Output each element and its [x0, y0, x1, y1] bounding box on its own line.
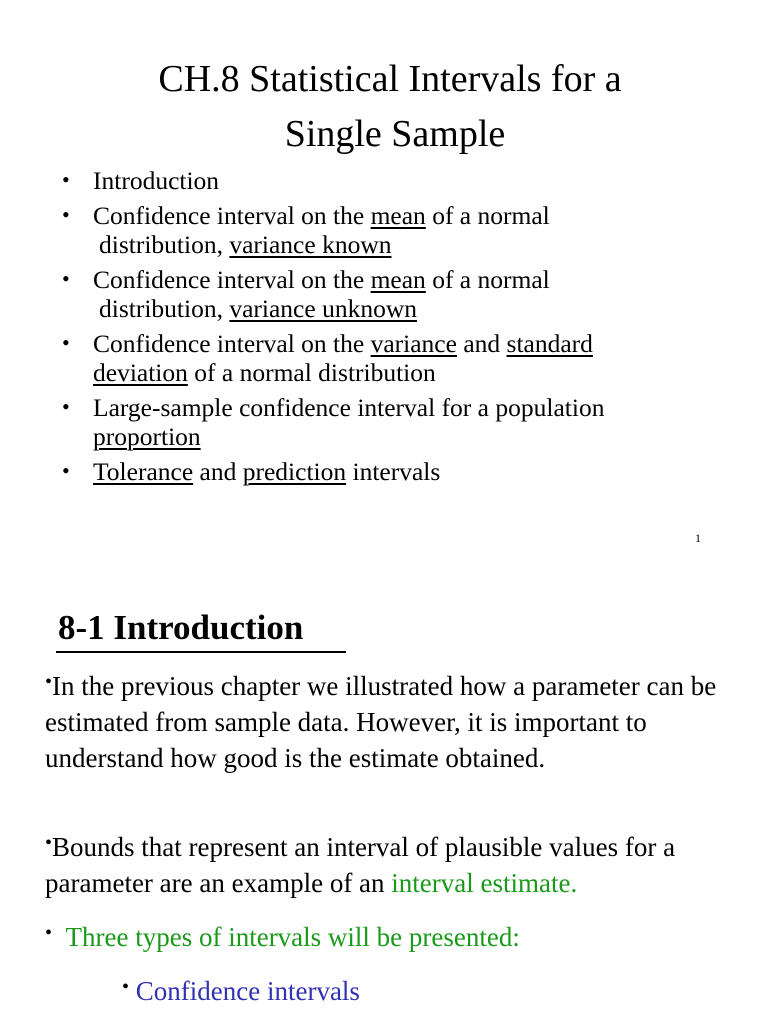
bullet-icon: •	[45, 832, 53, 854]
list-item-text: and	[193, 457, 243, 486]
page-number: 1	[695, 531, 701, 545]
bullet-icon: •	[122, 976, 130, 998]
underlined-term: variance	[370, 329, 457, 358]
list-item-text: distribution,	[99, 230, 230, 259]
list-item-text: intervals	[346, 457, 441, 486]
underlined-term: mean	[370, 201, 426, 230]
bullet-icon: •	[62, 167, 70, 192]
list-item-text: of a normal distribution	[187, 358, 436, 387]
underlined-term: proportion	[93, 422, 201, 451]
slide1-title-line1: CH.8 Statistical Intervals for a	[158, 58, 622, 100]
list-item-mean-variance-unknown	[62, 265, 742, 323]
bullet-icon: •	[62, 202, 70, 227]
list-item-text: Confidence interval on the	[93, 265, 371, 294]
list-item-text: of a normal	[425, 265, 550, 294]
list-item-introduction	[62, 166, 742, 195]
list-item-variance-std-dev	[62, 329, 742, 387]
list-item-mean-variance-known	[62, 201, 742, 259]
slide1-bullet-list	[62, 166, 742, 492]
list-item-text: and	[456, 329, 507, 358]
bullet-icon: •	[62, 266, 70, 291]
paragraph-text: Three types of intervals will be presented:	[65, 922, 520, 952]
underlined-term: Tolerance	[93, 457, 194, 486]
list-item-tolerance-prediction	[62, 457, 742, 486]
list-item-text: Introduction	[93, 166, 220, 195]
slide1-title	[0, 52, 768, 162]
underlined-term: mean	[370, 265, 426, 294]
list-item-large-sample-proportion	[62, 393, 742, 451]
bullet-icon: •	[45, 922, 53, 944]
underlined-term: standard	[506, 329, 593, 358]
bullet-icon: •	[62, 394, 70, 419]
highlight-interval-estimate: interval estimate.	[391, 868, 578, 898]
list-item-text: Large-sample confidence interval for a population	[93, 393, 605, 422]
slide1-title-line2: Single Sample	[284, 113, 506, 155]
bullet-icon: •	[45, 671, 53, 693]
paragraph-three-types	[45, 915, 735, 955]
underlined-term: deviation	[93, 358, 188, 387]
underlined-term: variance known	[229, 230, 392, 259]
underlined-term: prediction	[242, 457, 347, 486]
list-item-text: Confidence interval on the	[93, 201, 371, 230]
paragraph-text: In the previous chapter we illustrated how a parameter can be estimated from sample data. However, it is important to understand how good is the estimate obtained.	[45, 671, 717, 773]
paragraph-previous-chapter	[45, 664, 735, 776]
list-item-text: of a normal	[425, 201, 550, 230]
list-item-text: Confidence interval on the	[93, 329, 371, 358]
sub-bullet-confidence-intervals	[122, 969, 768, 1009]
underlined-term: variance unknown	[229, 294, 417, 323]
bullet-icon: •	[62, 458, 70, 483]
paragraph-bounds	[45, 825, 735, 901]
paragraph-text: Confidence intervals	[135, 976, 360, 1006]
list-item-text: distribution,	[99, 294, 230, 323]
slide2-title: 8-1 Introduction	[58, 608, 304, 647]
bullet-icon: •	[62, 330, 70, 355]
title-underline-divider	[56, 651, 346, 653]
paragraph-text: Bounds that represent an interval of plausible values for a parameter are an example of an	[45, 832, 676, 898]
